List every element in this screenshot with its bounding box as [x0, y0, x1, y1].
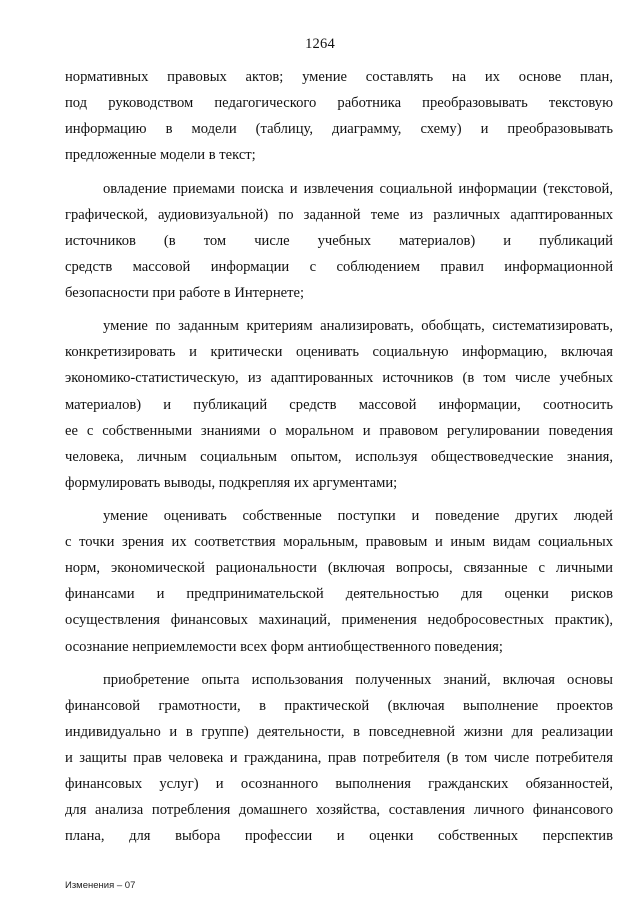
text-line: ее с собственными знаниями о моральном и правовом регулировании поведения	[65, 422, 613, 439]
text-line: конкретизировать и критически оценивать социальную информацию, включая	[65, 344, 613, 361]
text-line: экономико-статистическую, из адаптированных источников (в том числе учебных	[65, 370, 613, 387]
paragraph	[65, 313, 613, 496]
page-number: 1264	[305, 36, 335, 52]
text-line: овладение приемами поиска и извлечения социальной информации (текстовой,	[103, 180, 613, 197]
text-line: с точки зрения их соответствия моральным, правовым и иным видам социальных	[65, 534, 613, 551]
text-line: под руководством педагогического работника преобразовывать текстовую	[65, 95, 613, 112]
text-line: формулировать выводы, подкрепляя их аргументами;	[65, 474, 398, 491]
paragraph	[65, 176, 613, 306]
text-line: плана, для выбора профессии и оценки собственных перспектив	[65, 828, 613, 845]
paragraph	[65, 503, 613, 660]
text-line: средств массовой информации с соблюдением правил информационной	[65, 258, 613, 275]
text-line: нормативных правовых актов; умение составлять на их основе план,	[65, 69, 613, 85]
text-line: финансовой грамотности, в практической (включая выполнение проектов	[65, 697, 613, 714]
text-line: норм, экономической рациональности (включая вопросы, связанные с личными	[65, 560, 613, 577]
paragraph	[65, 667, 613, 850]
text-line: осуществления финансовых махинаций, применения недобросовестных практик),	[65, 612, 613, 629]
text-line: умение по заданным критериям анализировать, обобщать, систематизировать,	[103, 318, 613, 335]
text-line: финансами и предпринимательской деятельностью для оценки рисков	[65, 586, 613, 603]
text-line: финансовых услуг) и осознанного выполнения гражданских обязанностей,	[65, 776, 613, 793]
text-line: графической, аудиовизуальной) по заданной теме из различных адаптированных	[65, 206, 613, 223]
text-line: приобретение опыта использования полученных знаний, включая основы	[103, 671, 613, 688]
text-line: и защиты прав человека и гражданина, прав потребителя (в том числе потребителя	[65, 750, 613, 767]
text-line: материалов) и публикаций средств массовой информации, соотносить	[65, 396, 613, 413]
text-line: человека, личным социальным опытом, используя обществоведческие знания,	[65, 448, 613, 465]
paragraph	[65, 64, 613, 168]
text-line: осознание неприемлемости всех форм антиобщественного поведения;	[65, 638, 503, 655]
text-line: источников (в том числе учебных материалов) и публикаций	[65, 232, 613, 249]
text-line: индивидуально и в группе) деятельности, в повседневной жизни для реализации	[65, 724, 613, 740]
text-line: для анализа потребления домашнего хозяйства, составления личного финансового	[65, 802, 613, 819]
document-body	[65, 64, 613, 849]
text-line: умение оценивать собственные поступки и поведение других людей	[103, 508, 613, 525]
text-line: безопасности при работе в Интернете;	[65, 284, 305, 301]
text-line: предложенные модели в текст;	[65, 147, 256, 164]
footer-note: Изменения – 07	[65, 880, 136, 891]
text-line: информацию в модели (таблицу, диаграмму, схему) и преобразовывать	[65, 121, 613, 138]
